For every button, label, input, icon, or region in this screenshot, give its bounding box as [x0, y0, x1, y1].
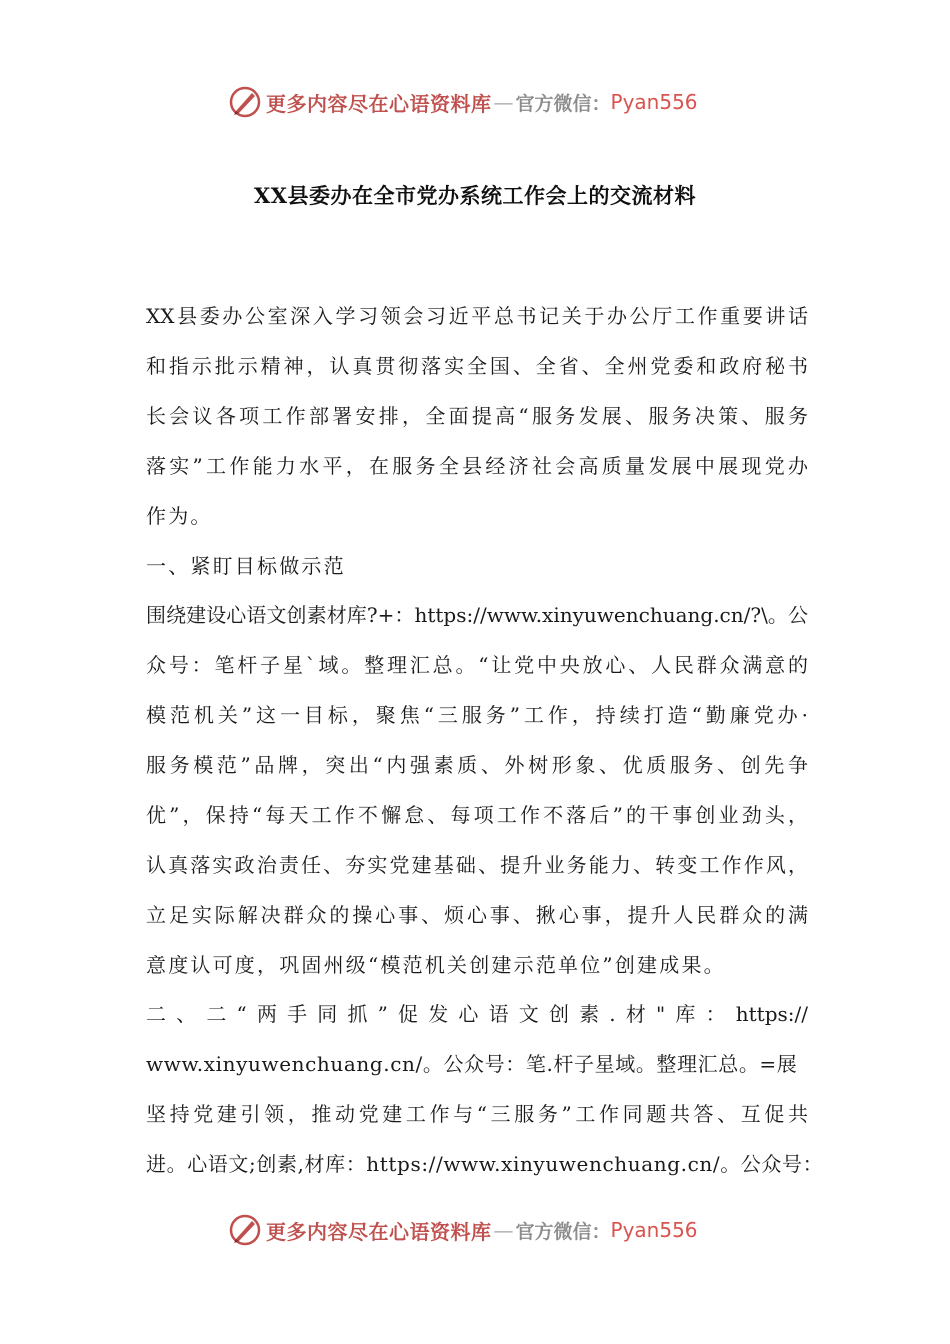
- body-line: XX县委办公室深入学习领会习近平总书记关于办公厅工作重要讲话: [146, 304, 808, 328]
- body-line: 围绕建设心语文创素材库?+：https://www.xinyuwenchuang.cn/?\。公: [146, 603, 808, 627]
- section-heading: 一、紧盯目标做示范: [146, 554, 346, 578]
- banner-wechat-id: Pyan556: [610, 90, 698, 114]
- body-line: 认真落实政治责任、夯实党建基础、提升业务能力、转变工作作风，: [146, 853, 808, 877]
- body-line: 立足实际解决群众的操心事、烦心事、揪心事，提升人民群众的满: [146, 903, 808, 927]
- banner-sub-text: 官方微信：: [515, 1220, 611, 1243]
- section-heading: 二、二“两手同抓”促发心语文创素.材"库：https://: [146, 1002, 808, 1026]
- body-line: 模范机关”这一目标，聚焦“三服务”工作，持续打造“勤廉党办·: [146, 703, 808, 727]
- body-line: 众号：笔杆子星`域。整理汇总。“让党中央放心、人民群众满意的: [146, 653, 808, 677]
- banner-dash: —: [493, 90, 514, 114]
- body-line: 优”，保持“每天工作不懈怠、每项工作不落后”的干事创业劲头，: [146, 803, 808, 827]
- document-title: XX县委办在全市党办系统工作会上的交流材料: [253, 183, 697, 208]
- banner-wechat-id: Pyan556: [610, 1218, 698, 1242]
- pen-logo-icon: [228, 85, 262, 119]
- banner-main-text: 更多内容尽在心语资料库: [266, 1219, 492, 1244]
- body-line: 坚持党建引领，推动党建工作与“三服务”工作同题共答、互促共: [146, 1102, 808, 1126]
- body-line: 作为。: [146, 504, 213, 528]
- body-line: 进。心语文;创素,材库：https://www.xinyuwenchuang.cn/。公众号：: [146, 1152, 824, 1176]
- footer-banner: [228, 1210, 748, 1250]
- pen-logo-icon: [228, 1213, 262, 1247]
- body-line: 服务模范”品牌，突出“内强素质、外树形象、优质服务、创先争: [146, 753, 808, 777]
- body-line: 和指示批示精神，认真贯彻落实全国、全省、全州党委和政府秘书: [146, 354, 808, 378]
- body-line: 意度认可度，巩固州级“模范机关创建示范单位”创建成果。: [146, 953, 726, 977]
- body-line: 长会议各项工作部署安排，全面提高“服务发展、服务决策、服务: [146, 404, 808, 428]
- banner-dash: —: [493, 1218, 514, 1242]
- body-line: www.xinyuwenchuang.cn/。公众号：笔.杆子星域。整理汇总。=展: [146, 1052, 798, 1076]
- banner-sub-text: 官方微信：: [515, 92, 611, 115]
- banner-main-text: 更多内容尽在心语资料库: [266, 91, 492, 116]
- header-banner: [228, 82, 748, 122]
- body-line: 落实”工作能力水平，在服务全县经济社会高质量发展中展现党办: [146, 454, 808, 478]
